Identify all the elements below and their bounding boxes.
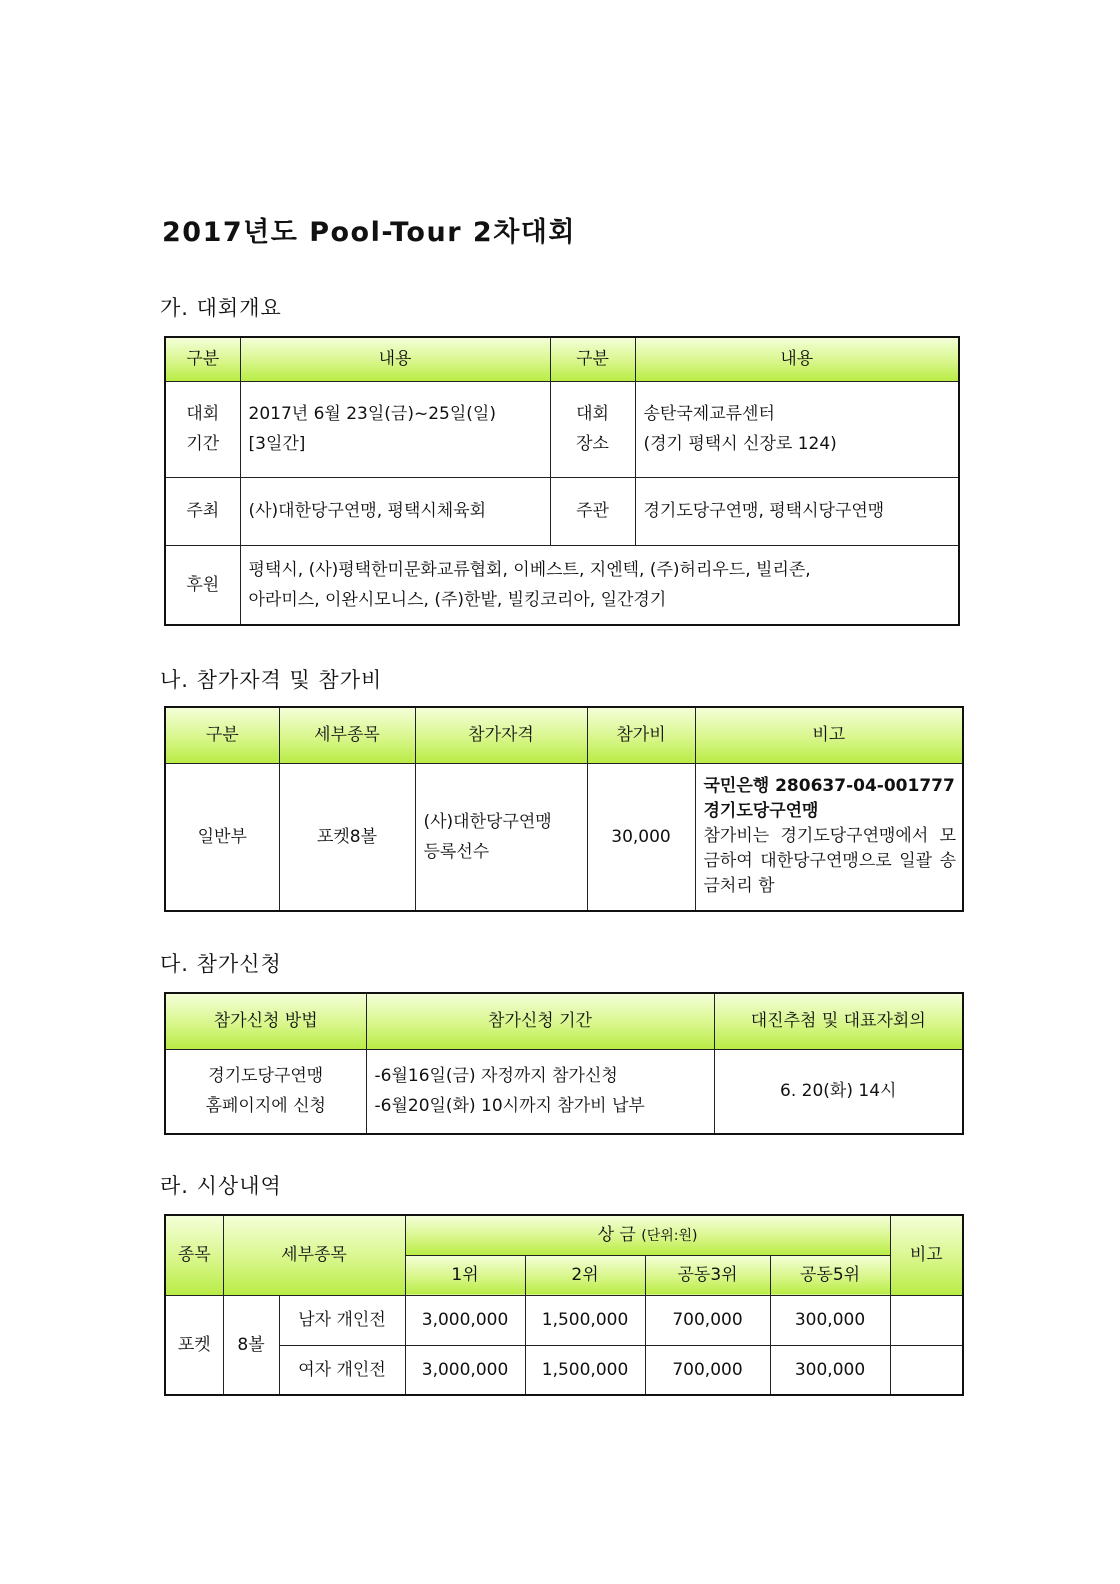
overview-header-category-2: 구분	[550, 337, 635, 381]
page-title: 2017년도 Pool-Tour 2차대회	[162, 217, 576, 248]
sponsor-value: 평택시, (사)평택한미문화교류협회, 이베스트, 지엔텍, (주)허리우드, 빌리존, 아라미스, 이완시모니스, (주)한밭, 빌킹코리아, 일간경기	[240, 545, 959, 625]
draw-meeting: 6. 20(화) 14시	[714, 1049, 963, 1134]
application-header-draw: 대진추첨 및 대표자회의	[714, 993, 963, 1049]
application-period: -6월16일(금) 자정까지 참가신청 -6월20일(화) 10시까지 참가비 납부	[366, 1049, 714, 1134]
section-heading-prizes: 라. 시상내역	[160, 1174, 282, 1198]
section-heading-application: 다. 참가신청	[160, 952, 282, 976]
prize-value: 700,000	[645, 1295, 770, 1345]
prize-header-event: 종목	[165, 1215, 223, 1295]
section-heading-overview: 가. 대회개요	[160, 296, 282, 320]
prize-header-rank-1: 1위	[405, 1255, 525, 1295]
prize-value: 300,000	[770, 1345, 890, 1395]
prize-header-rank-2: 2위	[525, 1255, 645, 1295]
overview-header-content-2: 내용	[635, 337, 959, 381]
bank-account: 국민은행 280637-04-001777	[703, 776, 955, 797]
application-method: 경기도당구연맹 홈페이지에 신청	[165, 1049, 366, 1134]
venue-label: 대회 장소	[550, 381, 635, 477]
prize-value: 1,500,000	[525, 1295, 645, 1345]
host-value: (사)대한당구연맹, 평택시체육회	[240, 477, 550, 545]
sponsor-label: 후원	[165, 545, 240, 625]
prize-header-sub: 세부종목	[223, 1215, 405, 1295]
prize-value: 1,500,000	[525, 1345, 645, 1395]
prize-value: 3,000,000	[405, 1295, 525, 1345]
eligibility-header-event: 세부종목	[279, 707, 415, 763]
prize-header-rank-5: 공동5위	[770, 1255, 890, 1295]
fee-value: 30,000	[587, 763, 695, 911]
overview-header-category: 구분	[165, 337, 240, 381]
organizer-label: 주관	[550, 477, 635, 545]
period-label: 대회 기간	[165, 381, 240, 477]
application-header-method: 참가신청 방법	[165, 993, 366, 1049]
account-holder: 경기도당구연맹	[703, 801, 819, 822]
prize-note	[890, 1295, 963, 1345]
application-table	[164, 992, 964, 1135]
application-header-period: 참가신청 기간	[366, 993, 714, 1049]
period-value: 2017년 6월 23일(금)~25일(일) [3일간]	[240, 381, 550, 477]
organizer-value: 경기도당구연맹, 평택시당구연맹	[635, 477, 959, 545]
eligibility-header-note: 비고	[695, 707, 963, 763]
prize-header-money: 상 금 (단위:원)	[405, 1215, 890, 1255]
overview-table	[164, 336, 960, 626]
fee-note	[695, 763, 963, 911]
fee-note-text: 참가비는 경기도당구연맹에서 모금하여 대한당구연맹으로 일괄 송금처리 함	[703, 826, 956, 897]
prize-note	[890, 1345, 963, 1395]
prize-value: 300,000	[770, 1295, 890, 1345]
overview-header-content: 내용	[240, 337, 550, 381]
prize-header-rank-3: 공동3위	[645, 1255, 770, 1295]
eligibility-header-fee: 참가비	[587, 707, 695, 763]
qualification-value: (사)대한당구연맹 등록선수	[415, 763, 587, 911]
prize-value: 700,000	[645, 1345, 770, 1395]
event-value: 포켓8볼	[279, 763, 415, 911]
eligibility-header-qualification: 참가자격	[415, 707, 587, 763]
eligibility-table	[164, 706, 964, 912]
prize-row-name: 남자 개인전	[279, 1295, 405, 1345]
table-row	[165, 1345, 963, 1395]
prize-sub: 8볼	[223, 1295, 279, 1395]
table-row	[165, 1295, 963, 1345]
venue-value: 송탄국제교류센터 (경기 평택시 신장로 124)	[635, 381, 959, 477]
prize-header-note: 비고	[890, 1215, 963, 1295]
section-heading-eligibility: 나. 참가자격 및 참가비	[160, 668, 383, 692]
prize-event: 포켓	[165, 1295, 223, 1395]
prize-row-name: 여자 개인전	[279, 1345, 405, 1395]
eligibility-header-division: 구분	[165, 707, 279, 763]
division-value: 일반부	[165, 763, 279, 911]
prize-value: 3,000,000	[405, 1345, 525, 1395]
host-label: 주최	[165, 477, 240, 545]
prize-table	[164, 1214, 964, 1396]
